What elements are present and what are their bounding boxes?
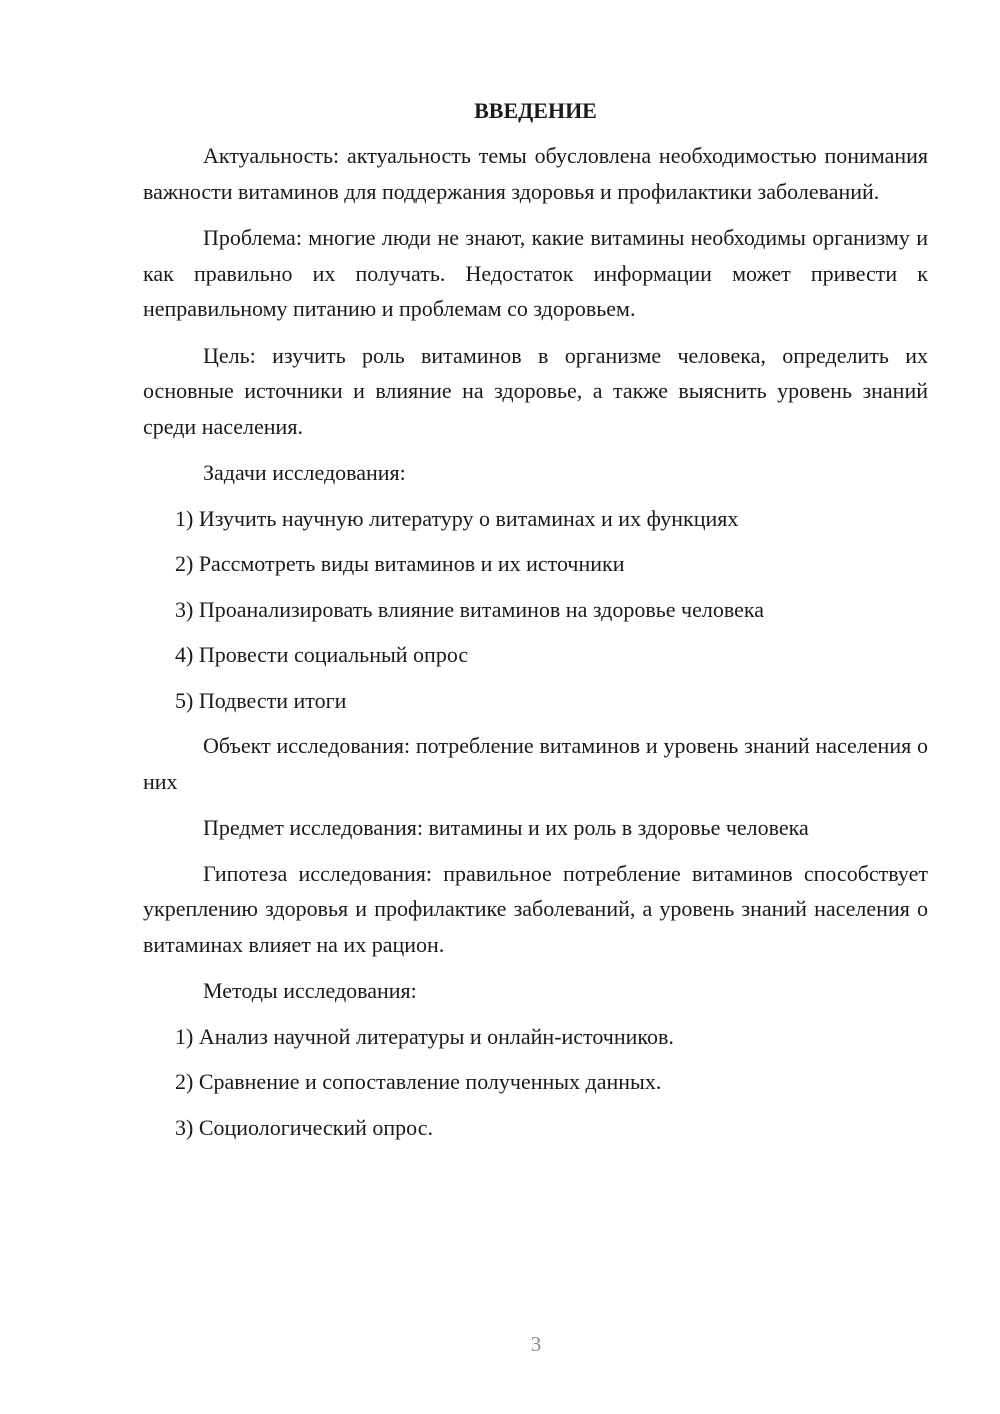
method-item: 1) Анализ научной литературы и онлайн-источников.: [175, 1023, 674, 1049]
relevance-paragraph: Актуальность: актуальность темы обусловлена необходимостью понимания важности витаминов для поддержания здоровья и профилактики заболеваний.: [143, 143, 928, 204]
method-item: 3) Социологический опрос.: [175, 1114, 433, 1140]
object-paragraph: Объект исследования: потребление витаминов и уровень знаний населения о них: [143, 733, 928, 794]
task-item: 1) Изучить научную литературу о витаминах и их функциях: [175, 505, 739, 531]
hypothesis-paragraph: Гипотеза исследования: правильное потребление витаминов способствует укреплению здоровья и профилактике заболеваний, а уровень знаний населения о витаминах влияет на их рацион.: [143, 860, 928, 957]
task-item: 5) Подвести итоги: [175, 687, 347, 713]
task-item: 3) Проанализировать влияние витаминов на здоровье человека: [175, 596, 764, 622]
methods-title: Методы исследования:: [203, 978, 417, 1003]
method-item: 2) Сравнение и сопоставление полученных данных.: [175, 1069, 662, 1094]
tasks-title: Задачи исследования:: [203, 460, 406, 485]
page-content: [143, 94, 928, 1155]
goal-paragraph: Цель: изучить роль витаминов в организме человека, определить их основные источники и влияние на здоровье, а также выяснить уровень знаний среди населения.: [143, 342, 928, 439]
section-heading: ВВЕДЕНИЕ: [474, 98, 597, 123]
task-item: 4) Провести социальный опрос: [175, 642, 469, 667]
page-number: 3: [530, 1332, 542, 1356]
task-item: 2) Рассмотреть виды витаминов и их источники: [175, 551, 625, 576]
subject-paragraph: Предмет исследования: витамины и их роль в здоровье человека: [203, 815, 809, 840]
problem-paragraph: Проблема: многие люди не знают, какие витамины необходимы организму и как правильно их получать. Недостаток информации может привести к неправильному питанию и проблемам со здоровьем.: [143, 225, 928, 321]
